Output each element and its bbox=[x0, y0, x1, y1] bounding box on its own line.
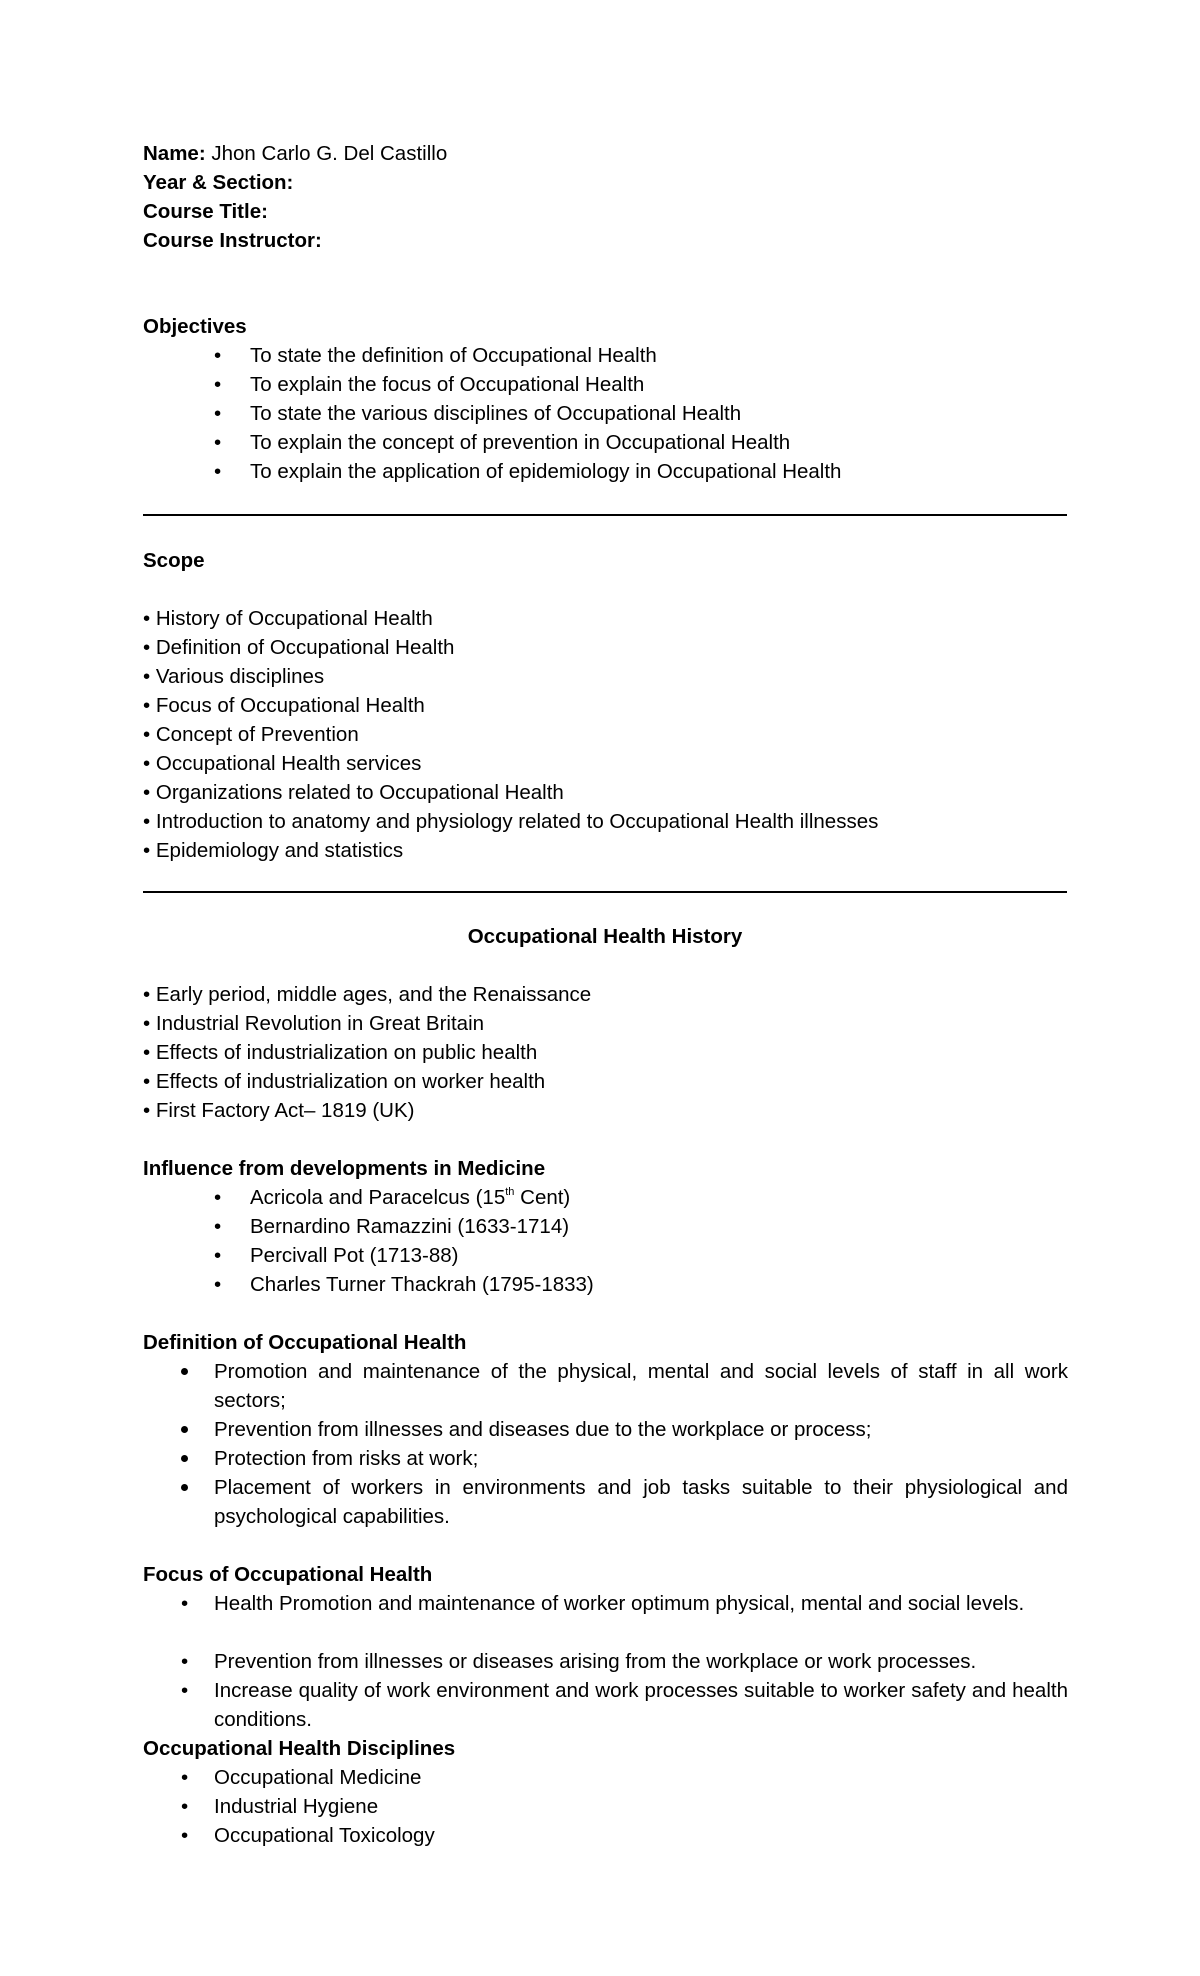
bullet-glyph: • bbox=[214, 1244, 222, 1267]
scope-item: • Concept of Prevention bbox=[143, 723, 359, 746]
definition-item: Protection from risks at work; bbox=[214, 1447, 479, 1470]
scope-item: • Introduction to anatomy and physiology related to Occupational Health illnesses bbox=[143, 810, 879, 833]
bullet-glyph: • bbox=[214, 1273, 222, 1296]
medicine-item: Bernardino Ramazzini (1633-1714) bbox=[250, 1215, 570, 1238]
bullet-glyph: • bbox=[181, 1650, 189, 1673]
medicine-item-text: Cent) bbox=[514, 1186, 571, 1209]
scope-item: • Organizations related to Occupational Health bbox=[143, 781, 564, 804]
scope-item: • Focus of Occupational Health bbox=[143, 694, 425, 717]
history-heading: Occupational Health History bbox=[467, 925, 743, 948]
bullet-glyph: • bbox=[181, 1592, 189, 1615]
name-label: Name: bbox=[143, 142, 206, 165]
scope-item: • Occupational Health services bbox=[143, 752, 422, 775]
definition-item: Placement of workers in environments and job tasks suitable to their physiological and psychological capabilities. bbox=[214, 1476, 1068, 1528]
section-divider bbox=[143, 891, 1067, 893]
definition-item: Prevention from illnesses and diseases due to the workplace or process; bbox=[214, 1418, 872, 1441]
medicine-item: Charles Turner Thackrah (1795-1833) bbox=[250, 1273, 594, 1296]
objective-item: To explain the concept of prevention in Occupational Health bbox=[250, 431, 791, 454]
definition-item: Promotion and maintenance of the physical, mental and social levels of staff in all work sectors; bbox=[214, 1360, 1068, 1412]
objective-item: To state the definition of Occupational Health bbox=[250, 344, 657, 367]
name-line bbox=[143, 140, 447, 168]
history-item: • Effects of industrialization on worker health bbox=[143, 1070, 546, 1093]
medicine-heading: Influence from developments in Medicine bbox=[143, 1157, 546, 1180]
history-item: • First Factory Act– 1819 (UK) bbox=[143, 1099, 415, 1122]
medicine-item-text: Acricola and Paracelcus (15 bbox=[250, 1186, 506, 1209]
bullet-dot bbox=[181, 1484, 188, 1491]
bullet-glyph: • bbox=[181, 1795, 189, 1818]
discipline-item: Industrial Hygiene bbox=[214, 1795, 379, 1818]
bullet-dot bbox=[181, 1368, 188, 1375]
objective-item: To explain the application of epidemiology in Occupational Health bbox=[250, 460, 842, 483]
discipline-item: Occupational Medicine bbox=[214, 1766, 422, 1789]
name-value: Jhon Carlo G. Del Castillo bbox=[211, 142, 448, 165]
bullet-glyph: • bbox=[214, 402, 222, 425]
bullet-dot bbox=[181, 1426, 188, 1433]
bullet-glyph: • bbox=[181, 1679, 189, 1702]
course-instructor-label: Course Instructor: bbox=[143, 229, 322, 252]
scope-item: • History of Occupational Health bbox=[143, 607, 433, 630]
discipline-item: Occupational Toxicology bbox=[214, 1824, 435, 1847]
bullet-glyph: • bbox=[214, 460, 222, 483]
history-item: • Industrial Revolution in Great Britain bbox=[143, 1012, 485, 1035]
course-title-label: Course Title: bbox=[143, 200, 268, 223]
bullet-glyph: • bbox=[214, 1186, 222, 1209]
section-divider bbox=[143, 514, 1067, 516]
focus-heading: Focus of Occupational Health bbox=[143, 1563, 433, 1586]
focus-item: Increase quality of work environment and work processes suitable to worker safety and health conditions. bbox=[214, 1679, 1068, 1731]
bullet-glyph: • bbox=[181, 1766, 189, 1789]
objective-item: To state the various disciplines of Occupational Health bbox=[250, 402, 742, 425]
medicine-item: Percivall Pot (1713-88) bbox=[250, 1244, 459, 1267]
medicine-item bbox=[250, 1184, 570, 1212]
history-item: • Early period, middle ages, and the Renaissance bbox=[143, 983, 592, 1006]
definition-heading: Definition of Occupational Health bbox=[143, 1331, 467, 1354]
scope-item: • Epidemiology and statistics bbox=[143, 839, 404, 862]
objective-item: To explain the focus of Occupational Health bbox=[250, 373, 645, 396]
ordinal-suffix: th bbox=[505, 1186, 515, 1198]
bullet-glyph: • bbox=[181, 1824, 189, 1847]
bullet-glyph: • bbox=[214, 344, 222, 367]
bullet-glyph: • bbox=[214, 1215, 222, 1238]
objectives-heading: Objectives bbox=[143, 315, 247, 338]
focus-item: Health Promotion and maintenance of worker optimum physical, mental and social levels. bbox=[214, 1592, 1025, 1615]
scope-heading: Scope bbox=[143, 549, 205, 572]
disciplines-heading: Occupational Health Disciplines bbox=[143, 1737, 456, 1760]
bullet-glyph: • bbox=[214, 431, 222, 454]
scope-item: • Definition of Occupational Health bbox=[143, 636, 455, 659]
focus-item: Prevention from illnesses or diseases arising from the workplace or work processes. bbox=[214, 1650, 977, 1673]
year-section-label: Year & Section: bbox=[143, 171, 294, 194]
bullet-glyph: • bbox=[214, 373, 222, 396]
history-item: • Effects of industrialization on public health bbox=[143, 1041, 538, 1064]
bullet-dot bbox=[181, 1455, 188, 1462]
scope-item: • Various disciplines bbox=[143, 665, 325, 688]
